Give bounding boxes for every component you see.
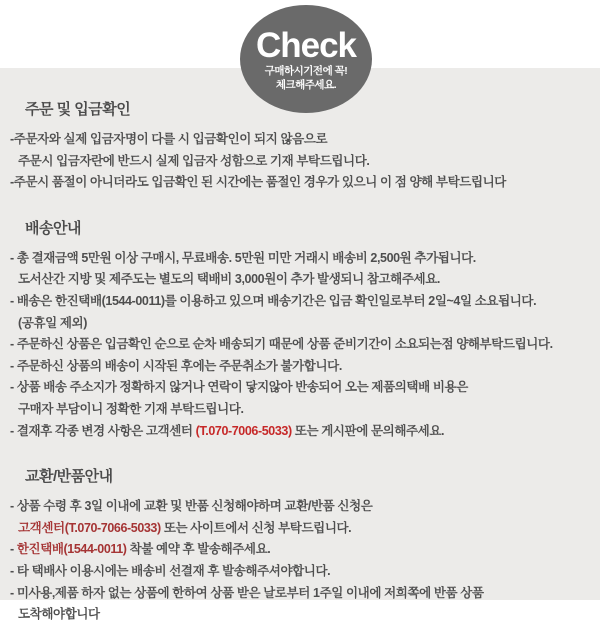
phone-number-highlight: 한진택배(1544-0011) (16, 542, 127, 557)
notice-text-segment: 또는 게시판에 문의해주세요. (291, 423, 445, 438)
notice-text-segment: 1주일 (313, 585, 343, 600)
notice-section-1 (0, 217, 600, 442)
notice-line (0, 496, 600, 518)
notice-section-2 (0, 465, 600, 626)
section-heading: 배송안내 (25, 219, 81, 237)
notice-text-segment: 이 추가 발생되니 참고해주세요. (275, 272, 440, 287)
notice-line (0, 377, 600, 399)
notice-line (0, 356, 600, 378)
notice-line (0, 518, 600, 540)
notice-line (0, 291, 600, 313)
notice-line (0, 399, 600, 421)
notice-text-segment: (공휴일 제외) (18, 315, 87, 330)
notice-text-segment: 3,000원 (234, 272, 276, 287)
notice-text-segment: - 주문하신 상품은 입금확인 순으로 순차 배송되기 때문에 상품 준비기간이 소요되는점 양해부탁드립니다. (10, 337, 553, 352)
notice-text-segment: - 주문하신 상품의 배송이 시작된 후에는 주문취소가 불가합니다. (10, 358, 342, 373)
check-badge-title: Check (255, 26, 357, 65)
notice-text-segment: 를 이용하고 있으며 배송기간은 입금 확인일로부터 (164, 293, 429, 308)
notice-text-segment: 미만 거래시 배송비 (264, 250, 371, 265)
notice-text-segment: 이내에 교환 및 반품 신청해야하며 교환/반품 신청은 (102, 499, 373, 514)
notice-line (0, 334, 600, 356)
notice-line (0, 539, 600, 561)
notice-content (0, 68, 600, 622)
notice-line (0, 248, 600, 270)
notice-text-segment: 도착해야합니다 (18, 607, 100, 622)
notice-text-segment: 또는 사이트에서 신청 부탁드립니다. (160, 520, 352, 535)
notice-text-segment: -주문시 품절이 아니더라도 입금확인 된 시간에는 품절인 경우가 있으니 이 점 양해 부탁드립니다 (10, 175, 506, 190)
notice-text-segment: 2,500원 (370, 250, 412, 265)
notice-text-segment: 이내에 저희쪽에 반품 상품 (342, 585, 484, 600)
notice-line (0, 421, 600, 443)
notice-text-segment: 5만원 (234, 250, 265, 265)
notice-text-segment: 추가됩니다. (411, 250, 476, 265)
notice-text-segment: 3일 (84, 499, 103, 514)
check-badge-subtitle-line1: 구매하시기전에 꼭! (264, 65, 348, 77)
notice-text-segment: - 배송은 (10, 293, 55, 308)
notice-text-segment: - 타 택배사 이용시에는 배송비 선결재 후 발송해주셔야합니다. (10, 563, 331, 578)
notice-line (0, 172, 600, 194)
phone-number-highlight: (T.070-7006-5033) (195, 423, 292, 438)
notice-text-segment: 도서산간 지방 및 제주도는 별도의 택배비 (18, 272, 235, 287)
notice-text-segment: 2일~4일 (428, 293, 472, 308)
notice-text-segment: - 총 결재금액 (10, 250, 82, 265)
notice-text-segment: 착불 예약 후 발송해주세요. (126, 542, 271, 557)
section-heading: 주문 및 입금확인 (25, 101, 131, 118)
notice-line (0, 561, 600, 583)
notice-text-segment: 소요됩니다. (471, 293, 537, 308)
notice-text-segment: -주문자와 실제 입금자명이 다를 시 입금확인이 되지 않음으로 (10, 132, 328, 146)
notice-text-segment: 구매자 부담이니 정확한 기재 부탁드립니다. (18, 401, 244, 416)
notice-text-segment: 주문시 입금자란에 반드시 실제 입금자 성함으로 기재 부탁드립니다. (18, 153, 370, 168)
notice-text-segment: 한진택배(1544-0011) (54, 293, 165, 308)
notice-line (0, 604, 600, 626)
notice-text-segment: - (10, 542, 17, 557)
section-heading: 교환/반품안내 (25, 468, 113, 486)
notice-line (0, 151, 600, 173)
notice-text-segment: 이상 구매시, 무료배송. (111, 250, 235, 265)
notice-line (0, 129, 600, 151)
notice-text-segment: - 상품 배송 주소지가 정확하지 않거나 연락이 닿지않아 반송되어 오는 제품의택배 비용은 (10, 380, 468, 395)
check-badge (240, 5, 372, 113)
notice-line (0, 269, 600, 291)
notice-text-segment: - 결재후 각종 변경 사항은 고객센터 (10, 423, 196, 438)
phone-number-highlight: 고객센터(T.070-7066-5033) (18, 520, 161, 535)
notice-text-segment: - 미사용,제품 하자 없는 상품에 한하여 상품 받은 날로부터 (10, 585, 314, 600)
notice-line (0, 313, 600, 335)
notice-text-segment: 5만원 (81, 250, 112, 265)
notice-text-segment: - 상품 수령 후 (10, 499, 85, 514)
check-badge-subtitle-line2: 체크해주세요. (275, 79, 337, 91)
notice-line (0, 583, 600, 605)
